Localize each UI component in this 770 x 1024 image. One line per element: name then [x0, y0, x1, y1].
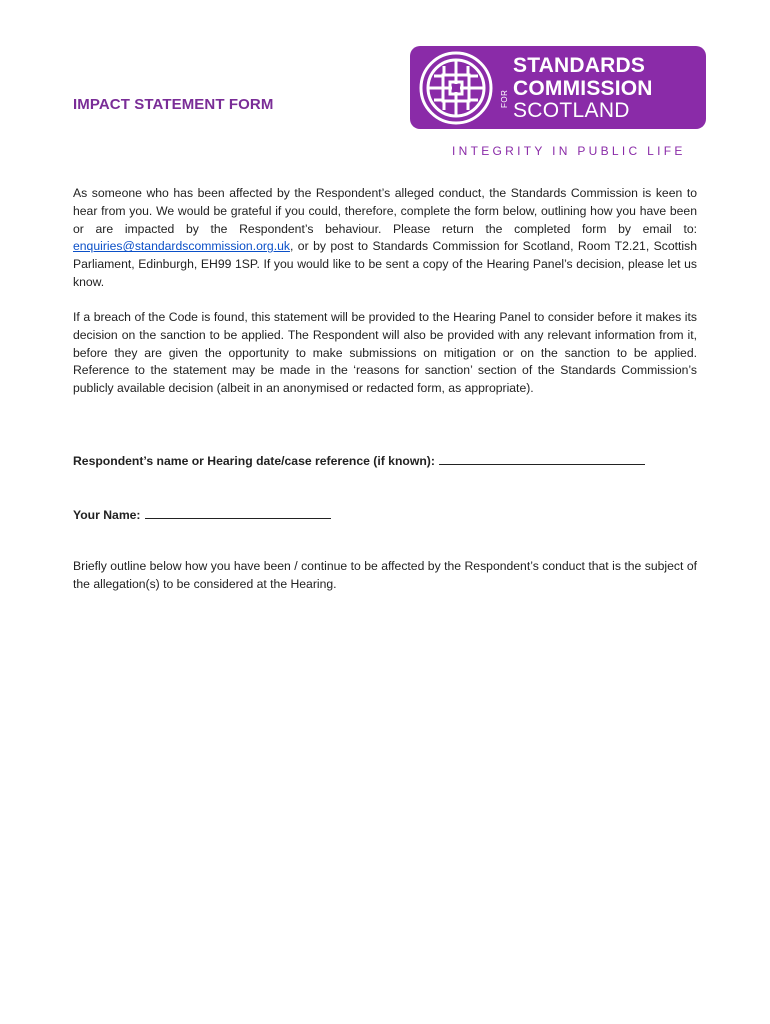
- respondent-reference-blank-line[interactable]: [439, 452, 645, 465]
- logo-text-scotland: SCOTLAND: [513, 99, 630, 122]
- outline-instructions: Briefly outline below how you have been / continue to be affected by the Respondent’s conduct that is the subject of the allegation(s) to be considered at the Hearing.: [73, 559, 697, 591]
- logo-text-standards: STANDARDS: [513, 54, 646, 77]
- logo-text-for: FOR: [500, 89, 509, 108]
- form-title: IMPACT STATEMENT FORM: [73, 96, 274, 113]
- standards-commission-logo: [410, 46, 706, 129]
- tagline: INTEGRITY IN PUBLIC LIFE: [452, 144, 686, 158]
- intro-paragraph: [73, 185, 697, 292]
- knot-emblem-icon: [416, 48, 496, 128]
- intro-text-end: , or by post to Standards Commission for Scotland, Room T2.21, Scottish Parliament, Edinburgh, EH99 1SP. If you would like to be sent a copy of the Hearing Panel’s decision, please let us know.: [73, 239, 697, 289]
- your-name-field: [73, 506, 331, 522]
- your-name-label: Your Name:: [73, 508, 141, 522]
- respondent-reference-label: Respondent’s name or Hearing date/case reference (if known):: [73, 454, 435, 468]
- your-name-blank-line[interactable]: [145, 506, 331, 519]
- intro-text-start: As someone who has been affected by the Respondent’s alleged conduct, the Standards Commission is keen to hear from you. We would be grateful if you could, therefore, complete the form below, outlining how you have been or are impacted by the Respondent’s behaviour. Please return the completed form by email to:: [73, 186, 697, 236]
- email-link[interactable]: enquiries@standardscommission.org.uk: [73, 239, 290, 254]
- logo-text-commission: COMMISSION: [513, 77, 653, 100]
- respondent-reference-field: [73, 452, 645, 468]
- breach-paragraph: If a breach of the Code is found, this statement will be provided to the Hearing Panel to consider before it makes its decision on the sanction to be applied. The Respondent will also be provided with any relevant information from it, before they are given the opportunity to make submissions on mitigation or on the sanction to be applied. Reference to the statement may be made in the ‘reasons for sanction’ section of the Standards Commission’s publicly available decision (albeit in an anonymised or redacted form, as appropriate).: [73, 310, 697, 396]
